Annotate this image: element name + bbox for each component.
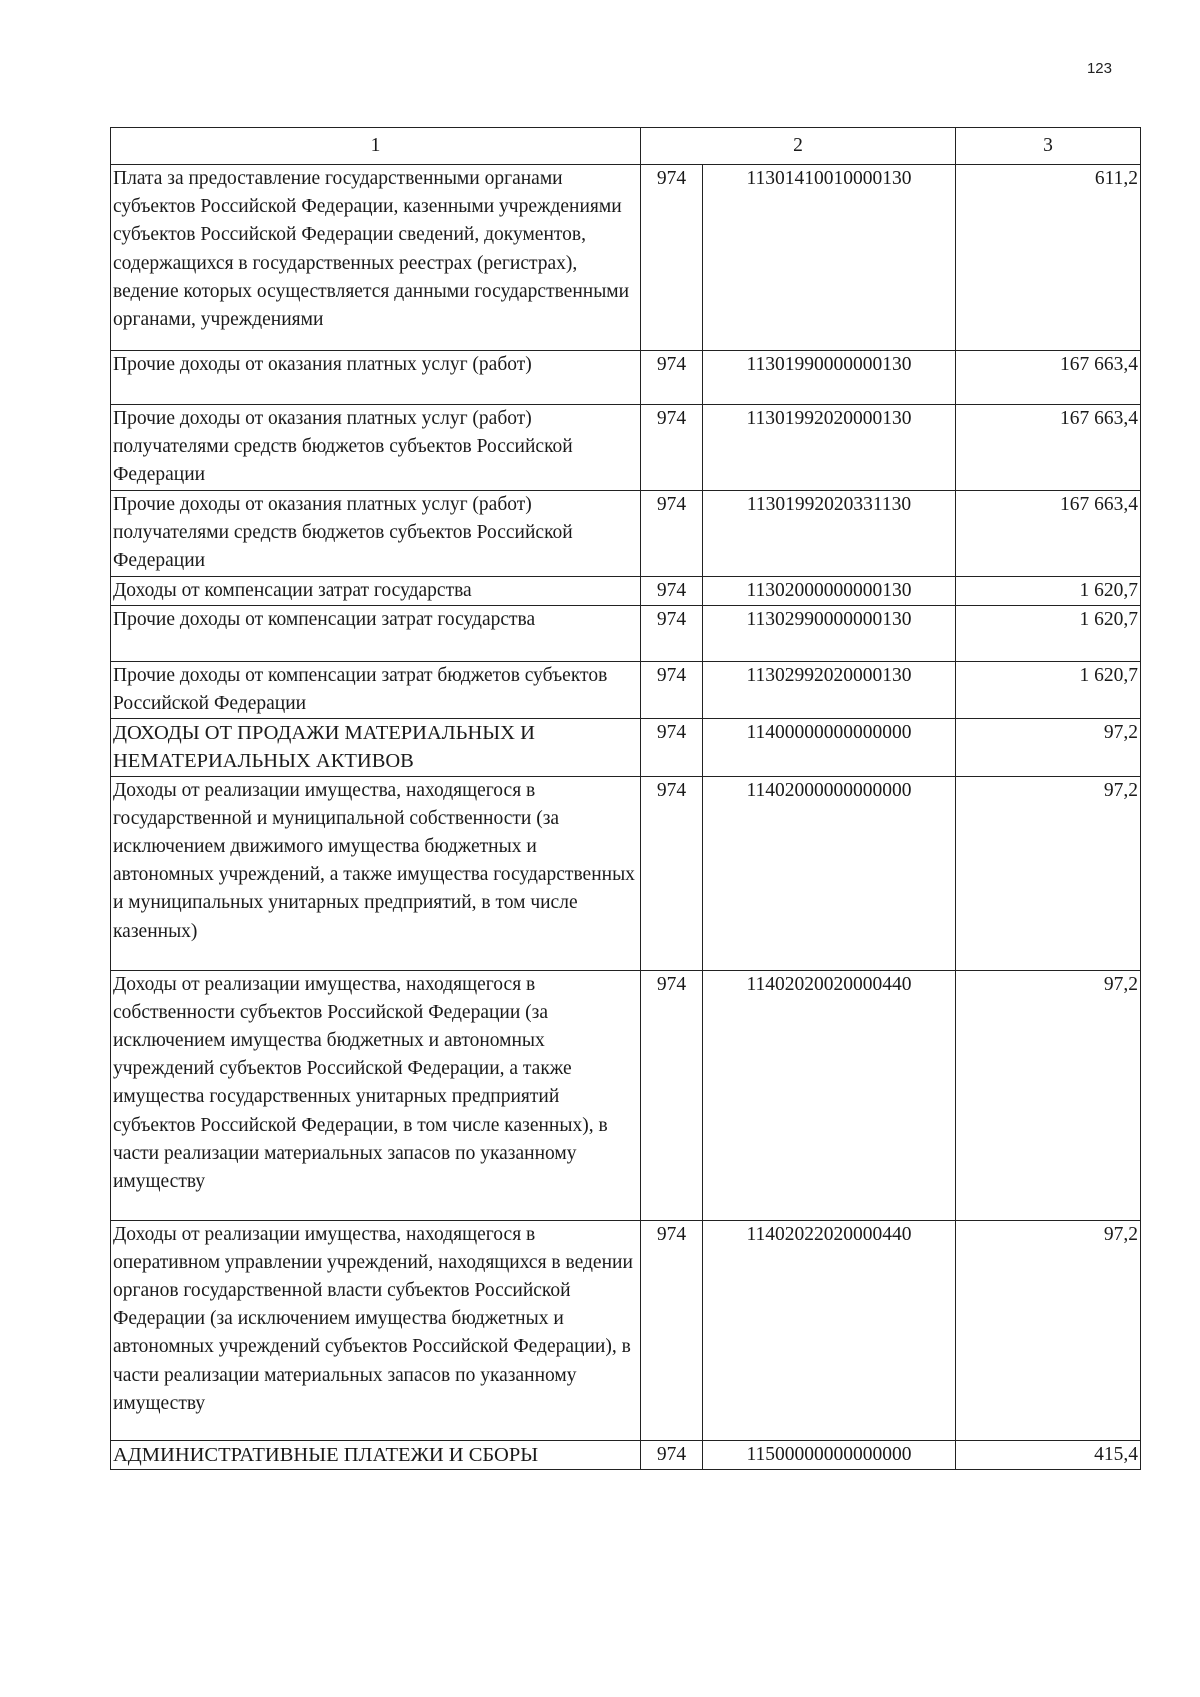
row-admin-code: 974 — [641, 576, 703, 605]
row-admin-code: 974 — [641, 405, 703, 491]
row-classification-code: 11400000000000000 — [703, 719, 956, 776]
row-sum: 611,2 — [956, 165, 1141, 351]
row-name: Доходы от реализации имущества, находящегося в государственной и муниципальной собственности (за исключением движимого имущества бюджетных и автономных учреждений, а также имущества государственных и муниципальных унитарных предприятий, в том числе казенных) — [111, 776, 641, 970]
revenue-table — [110, 127, 1141, 1470]
row-classification-code: 11301990000000130 — [703, 351, 956, 405]
row-name: АДМИНИСТРАТИВНЫЕ ПЛАТЕЖИ И СБОРЫ — [111, 1440, 641, 1469]
table-row — [111, 970, 1141, 1220]
table-row — [111, 576, 1141, 605]
table-row — [111, 1220, 1141, 1440]
row-sum: 97,2 — [956, 776, 1141, 970]
row-classification-code: 11301992020331130 — [703, 491, 956, 577]
row-name: Доходы от реализации имущества, находящегося в оперативном управлении учреждений, находящихся в ведении органов государственной власти субъектов Российской Федерации (за исключением имущества бюджетных и автономных учреждений субъектов Российской Федерации), в части реализации материальных запасов по указанному имуществу — [111, 1220, 641, 1440]
row-classification-code: 11402000000000000 — [703, 776, 956, 970]
header-col-3: 3 — [956, 128, 1141, 165]
row-classification-code: 11302000000000130 — [703, 576, 956, 605]
row-name: Доходы от реализации имущества, находящегося в собственности субъектов Российской Федерации (за исключением имущества бюджетных и автономных учреждений субъектов Российской Федерации, а также имущества государственных унитарных предприятий субъектов Российской Федерации, в том числе казенных), в части реализации материальных запасов по указанному имуществу — [111, 970, 641, 1220]
row-sum: 415,4 — [956, 1440, 1141, 1469]
table-row — [111, 165, 1141, 351]
row-admin-code: 974 — [641, 1220, 703, 1440]
row-classification-code: 11402022020000440 — [703, 1220, 956, 1440]
row-classification-code: 11302992020000130 — [703, 661, 956, 718]
row-classification-code: 11500000000000000 — [703, 1440, 956, 1469]
table-row — [111, 719, 1141, 776]
row-sum: 167 663,4 — [956, 491, 1141, 577]
page-number: 123 — [1086, 60, 1112, 77]
table-row — [111, 351, 1141, 405]
row-sum: 97,2 — [956, 719, 1141, 776]
row-classification-code: 11302990000000130 — [703, 605, 956, 661]
row-sum: 1 620,7 — [956, 605, 1141, 661]
row-admin-code: 974 — [641, 970, 703, 1220]
row-name: Прочие доходы от оказания платных услуг (работ) — [111, 351, 641, 405]
row-name: Прочие доходы от компенсации затрат бюджетов субъектов Российской Федерации — [111, 661, 641, 718]
row-sum: 1 620,7 — [956, 576, 1141, 605]
table-row — [111, 1440, 1141, 1469]
table-row — [111, 491, 1141, 577]
row-admin-code: 974 — [641, 165, 703, 351]
header-col-1: 1 — [111, 128, 641, 165]
row-classification-code: 11301992020000130 — [703, 405, 956, 491]
row-sum: 167 663,4 — [956, 351, 1141, 405]
header-col-2: 2 — [641, 128, 956, 165]
row-sum: 167 663,4 — [956, 405, 1141, 491]
table-row — [111, 405, 1141, 491]
row-admin-code: 974 — [641, 491, 703, 577]
row-name: Прочие доходы от оказания платных услуг (работ) получателями средств бюджетов субъектов Российской Федерации — [111, 491, 641, 577]
row-name: Прочие доходы от компенсации затрат государства — [111, 605, 641, 661]
row-name: Доходы от компенсации затрат государства — [111, 576, 641, 605]
row-classification-code: 11402020020000440 — [703, 970, 956, 1220]
row-admin-code: 974 — [641, 776, 703, 970]
row-admin-code: 974 — [641, 605, 703, 661]
row-sum: 97,2 — [956, 970, 1141, 1220]
row-name: Прочие доходы от оказания платных услуг (работ) получателями средств бюджетов субъектов Российской Федерации — [111, 405, 641, 491]
table-row — [111, 661, 1141, 718]
table-header-row — [111, 128, 1141, 165]
row-admin-code: 974 — [641, 719, 703, 776]
row-name: ДОХОДЫ ОТ ПРОДАЖИ МАТЕРИАЛЬНЫХ И НЕМАТЕРИАЛЬНЫХ АКТИВОВ — [111, 719, 641, 776]
row-sum: 1 620,7 — [956, 661, 1141, 718]
table-row — [111, 605, 1141, 661]
row-sum: 97,2 — [956, 1220, 1141, 1440]
row-admin-code: 974 — [641, 351, 703, 405]
row-classification-code: 11301410010000130 — [703, 165, 956, 351]
row-admin-code: 974 — [641, 661, 703, 718]
row-admin-code: 974 — [641, 1440, 703, 1469]
table-row — [111, 776, 1141, 970]
row-name: Плата за предоставление государственными органами субъектов Российской Федерации, казенными учреждениями субъектов Российской Федерации сведений, документов, содержащихся в государственных реестрах (регистрах), ведение которых осуществляется данными государственными органами, учреждениями — [111, 165, 641, 351]
